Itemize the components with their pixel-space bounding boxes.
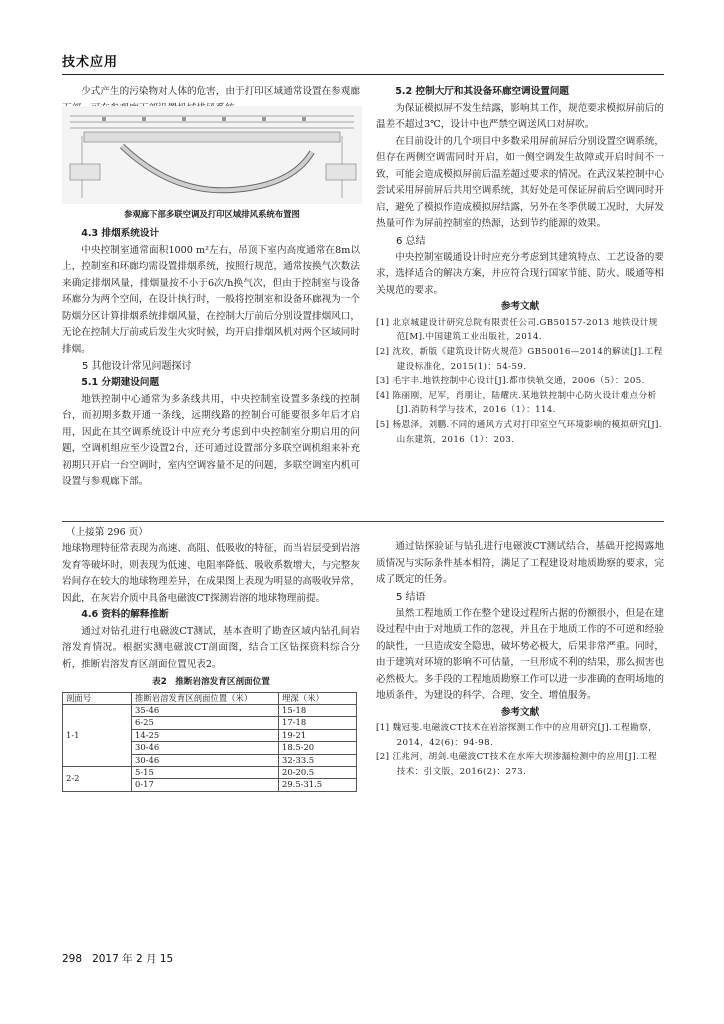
table-cell: 18.5-20 xyxy=(279,742,357,754)
table-cell: 0-17 xyxy=(132,779,279,791)
section-5-1-heading: 5.1 分期建设问题 xyxy=(81,377,160,389)
reference-item: [1] 魏冠斐.电磁波CT技术在岩溶探测工作中的应用研究[J].工程勘察，2014，42(6)：94-98. xyxy=(376,723,658,748)
table-cell: 20-20.5 xyxy=(279,766,357,778)
section-5-2-para-2: 在目前设计的几个项目中多数采用屏前屏后分别设置空调系统，但存在两侧空调需同时开启，如一侧空调发生故障或开启时间不一致，可能会造成模拟屏前后温差超过要求的情况。在武汉某控制中心尝试采用屏前屏后共用空调系统，其好处是可保证屏前后空调同时开启，避免了模拟作造成模拟屏结露，另外在冬季供暖工况时，大屏发热量可作为屏前控制室的热源，达到节约能源的效果。 xyxy=(376,135,664,229)
table-header-cell: 推断岩溶发育区剖面位置（米） xyxy=(132,692,279,704)
table-cell: 30-46 xyxy=(132,742,279,754)
figure-hvac-layout xyxy=(62,106,362,204)
table-row xyxy=(63,705,357,717)
section-5-1-text: 地铁控制中心通常为多条线共用，中央控制室设置多条线的控制台，而初期多数开通一条线，远期线路的控制台可能要很多年后才启用，因此在其空调系统设计中应充分考虑到中央控制室分期启用的问题，空调机组应至少设置2台，还可通过设置部分多联空调机组来补充初期只开启一台空调时，室内空调容量不足的问题，多联空调室内机可设置与参观廊下部。 xyxy=(62,393,360,488)
section-5-heading: 5 其他设计常见问题探讨 xyxy=(82,361,192,372)
issue-date: 2017 年 2 月 15 xyxy=(92,953,174,965)
references-heading: 参考文献 xyxy=(500,301,540,313)
bottom-right-column xyxy=(376,539,664,780)
article-separator xyxy=(62,521,664,522)
header-rule xyxy=(62,74,664,75)
table-section-cell: 2-2 xyxy=(63,766,132,791)
table-header-row xyxy=(63,692,357,704)
table-cell: 6-25 xyxy=(132,717,279,729)
journal-section-title: 技术应用 xyxy=(62,55,119,70)
table-row xyxy=(63,766,357,778)
karst-zone-table xyxy=(62,692,357,792)
reference-item: [5] 杨恩泽，刘鹏.不同的通风方式对打印室空气环境影响的模拟研究[J].山东建筑，2016（1）：203. xyxy=(376,419,662,445)
page-footer xyxy=(62,950,173,968)
section-6-heading: 6 总结 xyxy=(396,235,426,247)
section-5-2-para-1: 为保证模拟屏不发生结露，影响其工作，规范要求模拟屏前后的温差不超过3℃，设计中也严禁空调送风口对屏吹。 xyxy=(376,102,664,130)
reference-item: [2] 江兆河，胡剑.电磁波CT技术在水库大坝渗漏检测中的应用[J].工程技术：引文版，2016(2)：273. xyxy=(376,752,658,778)
table-cell: 15-18 xyxy=(279,705,357,717)
section-4-6-heading: 4.6 资料的解释推断 xyxy=(81,609,169,620)
table-cell: 19-21 xyxy=(279,729,357,741)
reference-item: [3] 毛宇丰.地铁控制中心设计[J].都市快轨交通，2006（5）：205. xyxy=(376,376,645,387)
figure-caption: 参观廊下部多联空调及打印区域排风系统布置图 xyxy=(124,209,300,219)
table-header-cell: 埋深（米） xyxy=(279,692,357,704)
table-cell: 5-15 xyxy=(132,766,279,778)
section-4-3-text: 中央控制室通常面积1000 m²左右，吊顶下室内高度通常在8m以上，控制室和环廊均需设置排烟系统，按照行规范，通常按换气次数法来确定排烟风量，排烟量按不小于6次/h换气次，但由于控制室与设备环廊分为两个空间，在设计执行时，一般将控制室和设备环廊视为一个防烟分区计算排烟系统排烟风量，在控制大厅前后分别设置排烟风口，无论在控制大厅前或后发生火灾时候，均开启排烟风机对两个区域同时排烟。 xyxy=(62,244,360,355)
continuation-note: （上接第 296 页） xyxy=(66,527,148,538)
left-top-column-2 xyxy=(62,226,360,491)
table-cell: 30-46 xyxy=(132,754,279,766)
reference-item: [4] 陈丽刚，尼军，肖朋让，陆耀庆.某地铁控制中心防火设计难点分析[J].消防科学与技术，2016（1）：114. xyxy=(376,390,657,416)
table-section-cell: 1-1 xyxy=(63,705,132,767)
reference-item: [2] 沈玫，新版《建筑设计防火规范》GB50016—2014的解读[J].工程建设标准化，2015(1)：54-59. xyxy=(376,346,663,372)
bottom-right-para-1: 通过钻探验证与钻孔进行电磁波CT测试结合，基础开挖揭露地质情况与实际条件基本相符，满足了工程建设对地质勘察的要求，完成了既定的任务。 xyxy=(376,541,664,585)
bottom-left-para-1: 地球物理特征常表现为高速、高阻、低吸收的特征，而当岩层受到岩溶发育等破坏时，则表现为低速、电阻率降低、吸收系数增大，与完整灰岩间存在较大的地球物理差异，在成果图上表现为明显的高吸收异常，因此，在灰岩介质中具备电磁波CT探测岩溶的地球物理前提。 xyxy=(62,543,360,604)
table-caption: 表2 推断岩溶发育区剖面位置 xyxy=(152,677,270,687)
table-cell: 32-33.5 xyxy=(279,754,357,766)
intro-paragraph: 少式产生的污染物对人体的危害，由于打印区域通常设置在参观廊 xyxy=(81,86,360,97)
section-6-text: 中央控制室暖通设计时应充分考虑到其建筑特点、工艺设备的要求，选择适合的解决方案，并应符合现行国家节能、防火、暖通等相关规范的要求。 xyxy=(376,251,664,296)
conclusion-heading: 5 结语 xyxy=(396,591,426,603)
section-5-2-heading: 5.2 控制大厅和其设备环廊空调设置问题 xyxy=(395,86,570,97)
section-4-3-heading: 4.3 排烟系统设计 xyxy=(81,228,160,239)
table-cell: 35-46 xyxy=(132,705,279,717)
conclusion-text: 虽然工程地质工作在整个建设过程所占据的份额很小，但是在建设过程中由于对地质工作的忽视，并且在于地质工作的不可逆和经验的缺性，一旦造成安全隐患，破坏势必极大，后果非常严重。同时，由于建筑对环境的影响不可估量，一旦形成不利的结果，那么损害也必然极大。多手段的工程地质勘察工作可以进一步准确的查明场地的地质条件，为建设的科学、合理、安全、增值服务。 xyxy=(376,607,664,702)
right-top-column xyxy=(376,84,664,447)
table-cell: 29.5-31.5 xyxy=(279,779,357,791)
reference-item: [1] 北京城建设计研究总院有限责任公司.GB50157-2013 地铁设计规范[M].中国建筑工业出版社，2014. xyxy=(376,317,658,343)
bottom-left-column xyxy=(62,541,360,792)
table-cell: 17-18 xyxy=(279,717,357,729)
page-number: 298 xyxy=(62,953,83,965)
table-cell: 14-25 xyxy=(132,729,279,741)
table-header-cell: 剖面号 xyxy=(63,692,132,704)
references-heading: 参考文献 xyxy=(500,706,540,718)
section-4-6-text: 通过对钻孔进行电磁波CT测试，基本查明了勘查区域内钻孔间岩溶发育情况。根据实测电磁波CT剖面图，结合工区钻探资料综合分析，推断岩溶发育区剖面位置见表2。 xyxy=(62,625,360,670)
